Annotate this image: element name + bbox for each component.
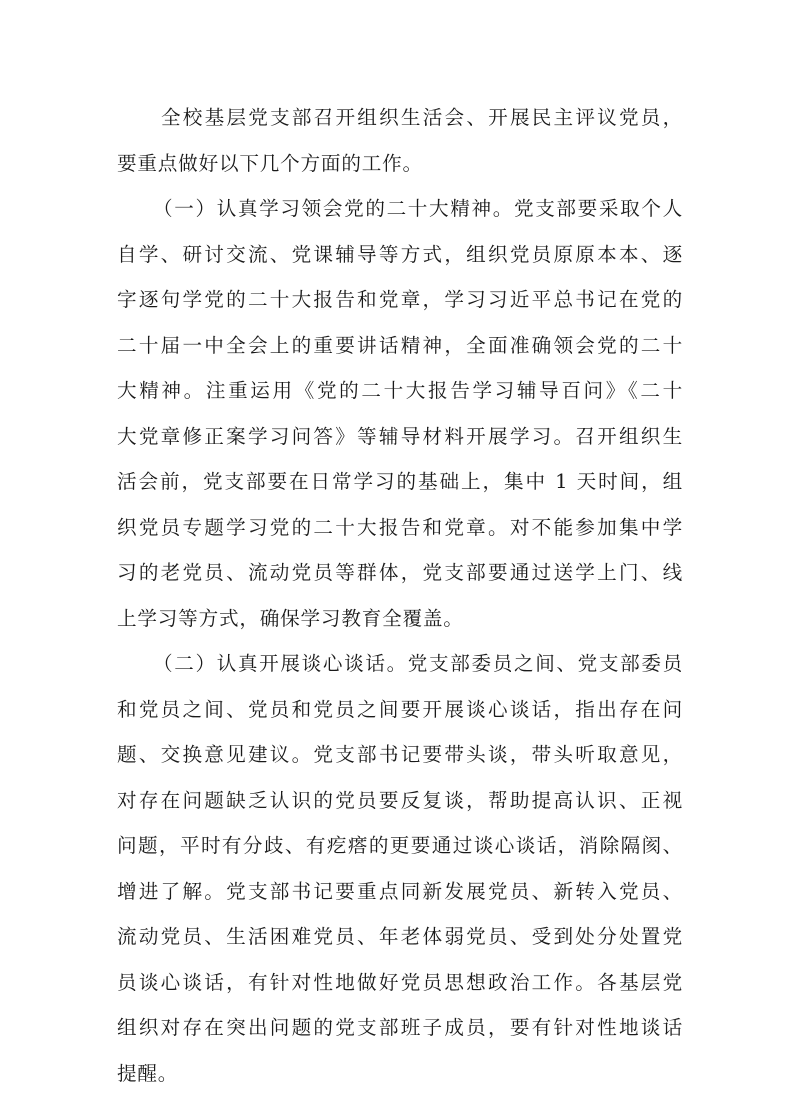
- text-line: 上学习等方式，确保学习教育全覆盖。: [117, 596, 683, 642]
- text-line: 对存在问题缺乏认识的党员要反复谈，帮助提高认识、正视: [117, 778, 683, 824]
- text-line: 二十届一中全会上的重要讲话精神，全面准确领会党的二十: [117, 323, 683, 369]
- text-line: （一）认真学习领会党的二十大精神。党支部要采取个人: [117, 186, 683, 232]
- text-line: 增进了解。党支部书记要重点同新发展党员、新转入党员、: [117, 869, 683, 915]
- text-line: 和党员之间、党员和党员之间要开展谈心谈话，指出存在问: [117, 687, 683, 733]
- text-line: 要重点做好以下几个方面的工作。: [117, 141, 683, 187]
- text-line: 提醒。: [117, 1051, 683, 1096]
- text-line: 题、交换意见建议。党支部书记要带头谈，带头听取意见，: [117, 732, 683, 778]
- text-line: 活会前，党支部要在日常学习的基础上，集中 1 天时间，组: [117, 459, 683, 505]
- text-line: 自学、研讨交流、党课辅导等方式，组织党员原原本本、逐: [117, 232, 683, 278]
- paragraph-section-2: [117, 641, 683, 1096]
- text-line: 员谈心谈话，有针对性地做好党员思想政治工作。各基层党: [117, 960, 683, 1006]
- text-line: 组织对存在突出问题的党支部班子成员，要有针对性地谈话: [117, 1005, 683, 1051]
- text-line: 问题，平时有分歧、有疙瘩的更要通过谈心谈话，消除隔阂、: [117, 823, 683, 869]
- text-line: 流动党员、生活困难党员、年老体弱党员、受到处分处置党: [117, 914, 683, 960]
- paragraph-intro: [117, 95, 683, 186]
- text-line: 大党章修正案学习问答》等辅导材料开展学习。召开组织生: [117, 414, 683, 460]
- text-line: 大精神。注重运用《党的二十大报告学习辅导百问》《二十: [117, 368, 683, 414]
- text-line: 习的老党员、流动党员等群体，党支部要通过送学上门、线: [117, 550, 683, 596]
- text-line: 织党员专题学习党的二十大报告和党章。对不能参加集中学: [117, 505, 683, 551]
- text-line: 全校基层党支部召开组织生活会、开展民主评议党员，: [117, 95, 683, 141]
- paragraph-section-1: [117, 186, 683, 641]
- text-line: 字逐句学党的二十大报告和党章，学习习近平总书记在党的: [117, 277, 683, 323]
- document-page: [117, 95, 683, 1096]
- text-line: （二）认真开展谈心谈话。党支部委员之间、党支部委员: [117, 641, 683, 687]
